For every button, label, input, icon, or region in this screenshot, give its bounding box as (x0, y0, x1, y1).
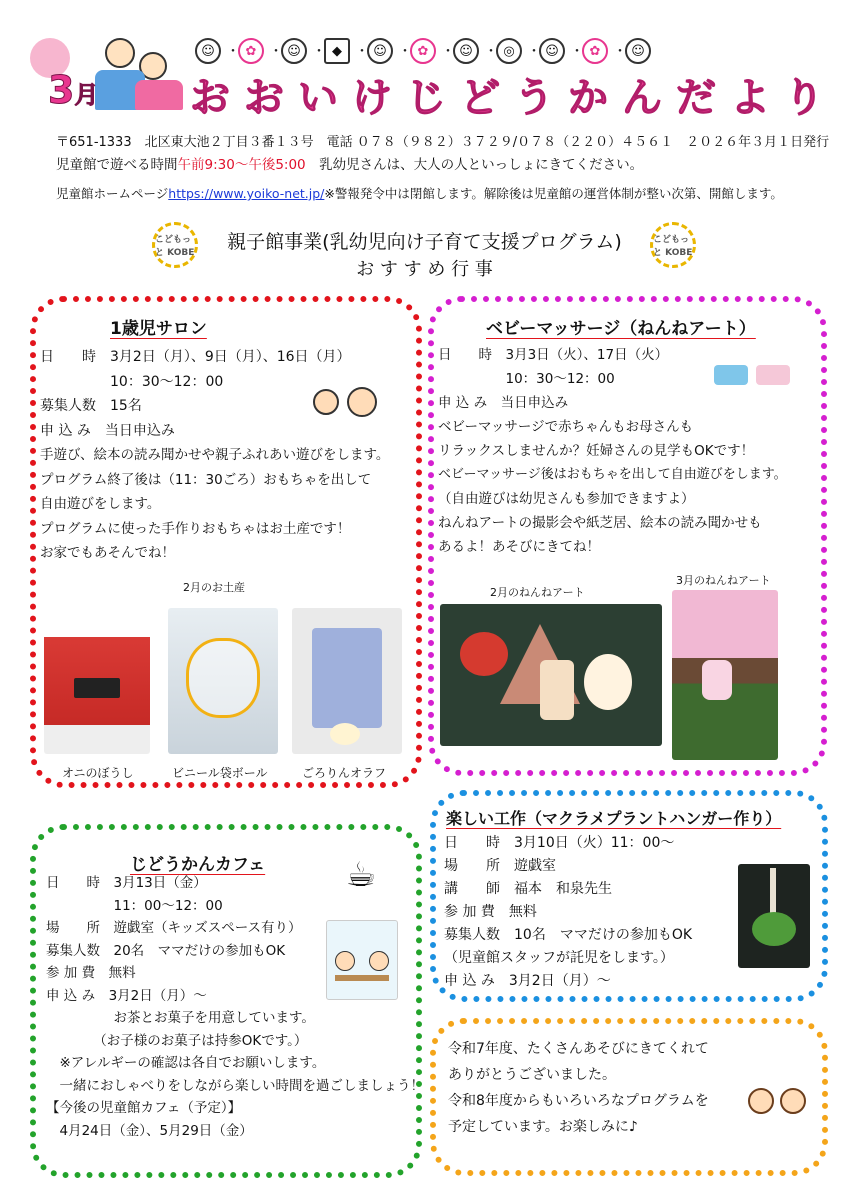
flower-icon: ✿ (410, 38, 436, 64)
month-number: 3 (48, 68, 75, 112)
photo-caption: ごろりんオラフ (302, 766, 387, 780)
children-illustration (742, 1076, 812, 1126)
vinyl-ball-photo (168, 608, 278, 754)
craft-details (444, 832, 692, 993)
cafe-line: 4月24日（金）、5月29日（金） (46, 1122, 253, 1139)
baby-line: 10：30～12：00 (438, 371, 615, 387)
address-line: 〒651-1333 北区東大池２丁目３番１３号 電話 ０７８（９８２）３７２９/０７８（２２０）４５６１ ２０２６年３月１日発行 (56, 135, 830, 150)
doll-icon: ☺ (195, 38, 221, 64)
plant-hanger-photo (738, 864, 810, 968)
salon-line: 申 込 み 当日申込み (40, 422, 175, 439)
cafe-line: （お子様のお菓子は持参OKです。） (46, 1032, 308, 1049)
craft-line: 場 所 遊戯室 (444, 858, 556, 874)
photo-caption: オニのぼうし (62, 766, 134, 780)
craft-line: 日 時 3月10日（火）11：00～ (444, 835, 675, 851)
doll-icon: ☺ (625, 38, 651, 64)
flower-icon: ✿ (582, 38, 608, 64)
program-title-line1: 親子館事業(乳幼児向け子育て支援プログラム) (227, 231, 622, 253)
cafe-line: 申 込 み 3月2日（月）～ (46, 987, 207, 1004)
cafe-line: ※アレルギーの確認は各自でお願いします。 (46, 1055, 326, 1071)
cafe-title: じどうかんカフェ (130, 855, 266, 875)
flower-icon: ✿ (238, 38, 264, 64)
baby-line: ベビーマッサージで赤ちゃんもお母さんも (438, 419, 694, 435)
closing-message (448, 1036, 709, 1140)
baby-line: （自由遊びは幼児さんも参加できますよ） (438, 491, 695, 507)
salon-line: 自由遊びをします。 (40, 496, 161, 512)
craft-line: 参 加 費 無料 (444, 904, 537, 920)
hina-dolls-illustration (95, 30, 183, 110)
salon-line: 日 時 3月2日（月）、9日（月）、16日（月） (40, 349, 351, 365)
baby-line: ベビーマッサージ後はおもちゃを出して自由遊びをします。 (438, 467, 787, 482)
hishimochi-icon: ◆ (324, 38, 350, 64)
cafe-line: 日 時 3月13日（金） (46, 875, 207, 891)
program-heading (0, 228, 849, 284)
cafe-details (46, 872, 424, 1142)
cafe-chat-illustration (326, 920, 398, 1000)
salon-line: 募集人数 15名 (40, 398, 142, 414)
homepage-prefix: 児童館ホームページ (56, 186, 169, 201)
doll-icon: ☺ (367, 38, 393, 64)
month-suffix: 月 (74, 81, 99, 109)
kobe-logo-left: こどもっと KOBE (152, 222, 198, 268)
baby-massage-title: ベビーマッサージ（ねんねアート） (486, 319, 756, 339)
header-decoration-row: ☺ ・ ✿ ・ ☺ ・ ◆ ・ ☺ ・ ✿ ・ ☺ ・ ◎ ・ ☺ ・ ✿ ・ ☺ (195, 38, 651, 64)
craft-line: 募集人数 10名 ママだけの参加もOK (444, 927, 693, 943)
baby-line: ねんねアートの撮影会や紙芝居、絵本の読み聞かせも (438, 515, 762, 531)
hours-suffix: 乳幼児さんは、大人の人といっしょにきてください。 (305, 157, 644, 173)
homepage-line (56, 185, 783, 203)
nenne-mar-caption: 3月のねんねアート (676, 574, 771, 587)
hours-value: 午前9:30～午後5:00 (177, 157, 306, 173)
doll-icon: ☺ (453, 38, 479, 64)
photo-caption: ビニール袋ボール (172, 766, 268, 780)
craft-line: （児童館スタッフが託児をします。） (444, 950, 674, 966)
coffee-cup-icon: ☕ (345, 855, 377, 895)
homepage-suffix: ※警報発令中は閉館します。解除後は児童館の運営体制が整い次第、開館します。 (324, 186, 783, 201)
salon-title: 1歳児サロン (110, 319, 207, 339)
doll-icon: ☺ (539, 38, 565, 64)
baby-line: 申 込 み 当日申込み (438, 395, 569, 411)
kobe-logo-right: こどもっと KOBE (650, 222, 696, 268)
closing-line: ありがとうございました。 (448, 1067, 616, 1083)
gift-caption: 2月のお土産 (183, 581, 245, 594)
oni-hat-photo (44, 608, 150, 754)
salon-line: お家でもあそんでね！ (40, 545, 175, 561)
closing-line: 予定しています。お楽しみに♪ (448, 1119, 638, 1135)
program-title-line2: お す す め 行 事 (356, 259, 493, 280)
cafe-line: 【今後の児童館カフェ（予定）】 (46, 1100, 242, 1116)
cafe-line: お茶とお菓子を用意しています。 (46, 1010, 315, 1026)
salon-line: プログラム終了後は（11：30ごろ）おもちゃを出して (40, 471, 372, 488)
craft-title: 楽しい工作（マクラメプラントハンガー作り） (446, 809, 782, 828)
nenne-art-feb-photo (440, 604, 662, 746)
rolling-olaf-photo (292, 608, 402, 754)
baby-line: 日 時 3月3日（火）、17日（火） (438, 347, 669, 363)
cafe-line: 参 加 費 無料 (46, 965, 136, 981)
salon-line: 手遊び、絵本の読み聞かせや親子ふれあい遊びをします。 (40, 447, 390, 463)
cafe-line: 場 所 遊戯室（キッズスペース有り） (46, 920, 302, 936)
closing-line: 令和7年度、たくさんあそびにきてくれて (448, 1041, 709, 1057)
nenne-feb-caption: 2月のねんねアート (490, 586, 585, 599)
doll-icon: ☺ (281, 38, 307, 64)
hours-prefix: 児童館で遊べる時間 (56, 157, 178, 173)
parent-child-play-illustration (306, 373, 384, 431)
baby-massage-illustration (710, 352, 794, 398)
cafe-line: 募集人数 20名 ママだけの参加もOK (46, 942, 286, 959)
cafe-line: 11：00～12：00 (46, 897, 223, 914)
homepage-link[interactable]: https://www.yoiko-net.jp/ (168, 186, 325, 201)
nenne-art-mar-photo (672, 590, 778, 760)
craft-line: 申 込 み 3月2日（月）～ (444, 973, 611, 989)
craft-line: 講 師 福本 和泉先生 (444, 881, 612, 897)
salon-line: プログラムに使った手作りおもちゃはお土産です！ (40, 520, 351, 537)
baby-line: リラックスしませんか？妊婦さんの見学もOKです！ (438, 443, 755, 459)
cafe-line: 一緒におしゃべりをしながら楽しい時間を過ごしましょう！ (46, 1077, 424, 1094)
closing-line: 令和8年度からもいろいろなプログラムを (448, 1093, 709, 1109)
hours-line (56, 156, 643, 174)
salon-line: 10：30～12：00 (40, 373, 224, 390)
newsletter-title: おおいけじどうかんだより (190, 75, 838, 121)
baby-line: あるよ！あそびにきてね！ (438, 539, 600, 555)
lantern-icon: ◎ (496, 38, 522, 64)
month-label (48, 68, 98, 112)
